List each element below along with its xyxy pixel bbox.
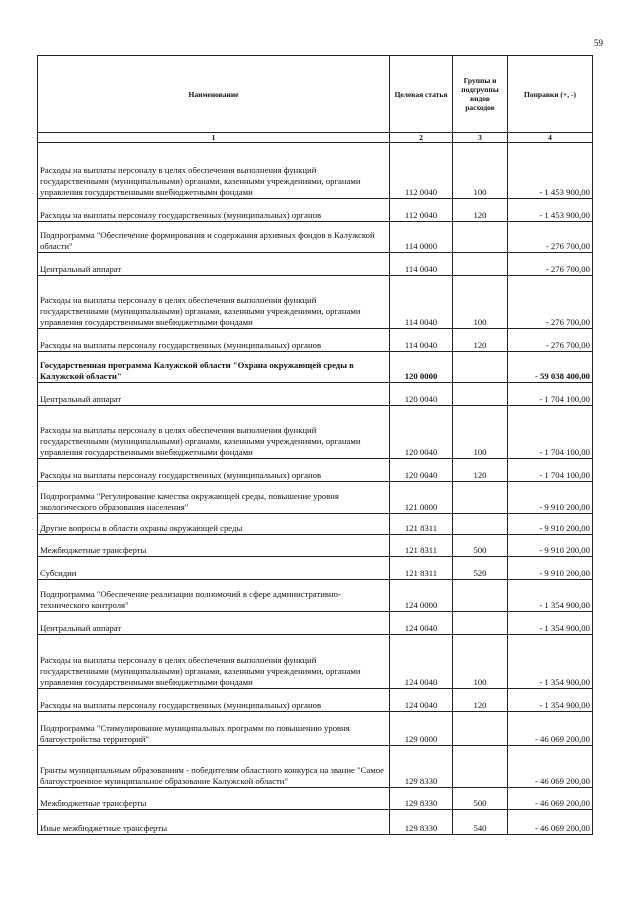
row-code: 112 0040 bbox=[390, 199, 453, 222]
row-code: 129 8330 bbox=[390, 788, 453, 810]
row-group: 100 bbox=[453, 635, 508, 689]
row-group bbox=[453, 253, 508, 276]
row-group: 120 bbox=[453, 689, 508, 712]
table-row bbox=[38, 352, 593, 383]
row-code: 120 0040 bbox=[390, 406, 453, 459]
row-amount: - 1 354 900,00 bbox=[508, 580, 593, 612]
table-row bbox=[38, 612, 593, 635]
table-row bbox=[38, 459, 593, 482]
row-code: 129 8330 bbox=[390, 746, 453, 788]
column-number: 1 bbox=[38, 133, 390, 143]
row-code: 114 0040 bbox=[390, 276, 453, 329]
row-group bbox=[453, 612, 508, 635]
row-name: Подпрограмма "Обеспечение формирования и содержания архивных фондов в Калужской области" bbox=[38, 222, 390, 253]
row-group: 500 bbox=[453, 535, 508, 557]
row-name: Расходы на выплаты персоналу государственных (муниципальных) органов bbox=[38, 689, 390, 712]
row-amount: - 1 704 100,00 bbox=[508, 383, 593, 406]
row-group: 120 bbox=[453, 199, 508, 222]
row-group: 520 bbox=[453, 557, 508, 580]
row-name: Подпрограмма "Обеспечение реализации полномочий в сфере административно-технического контроля" bbox=[38, 580, 390, 612]
row-name: Центральный аппарат bbox=[38, 612, 390, 635]
row-group bbox=[453, 580, 508, 612]
row-group: 120 bbox=[453, 329, 508, 352]
row-name: Расходы на выплаты персоналу в целях обеспечения выполнения функций государственными (муниципальными) органами, казенными учреждениями, органами управления государственными внебюджетными фондами bbox=[38, 406, 390, 459]
row-amount: - 1 453 900,00 bbox=[508, 199, 593, 222]
row-group bbox=[453, 383, 508, 406]
row-code: 120 0000 bbox=[390, 352, 453, 383]
row-amount: - 59 038 400,00 bbox=[508, 352, 593, 383]
row-amount: - 276 700,00 bbox=[508, 222, 593, 253]
row-amount: - 1 704 100,00 bbox=[508, 406, 593, 459]
row-name: Иные межбюджетные трансферты bbox=[38, 810, 390, 835]
row-amount: - 9 910 200,00 bbox=[508, 514, 593, 535]
header-name: Наименование bbox=[38, 56, 390, 133]
row-group: 540 bbox=[453, 810, 508, 835]
table-row bbox=[38, 788, 593, 810]
row-amount: - 276 700,00 bbox=[508, 253, 593, 276]
table-row bbox=[38, 143, 593, 199]
table-row bbox=[38, 383, 593, 406]
row-code: 121 8311 bbox=[390, 557, 453, 580]
row-code: 121 8311 bbox=[390, 514, 453, 535]
row-amount: - 1 704 100,00 bbox=[508, 459, 593, 482]
header-amendments: Поправки (+, -) bbox=[508, 56, 593, 133]
row-name: Центральный аппарат bbox=[38, 253, 390, 276]
row-group bbox=[453, 712, 508, 746]
row-amount: - 1 453 900,00 bbox=[508, 143, 593, 199]
row-code: 121 8311 bbox=[390, 535, 453, 557]
row-name: Расходы на выплаты персоналу государственных (муниципальных) органов bbox=[38, 459, 390, 482]
row-name: Расходы на выплаты персоналу государственных (муниципальных) органов bbox=[38, 329, 390, 352]
row-name: Расходы на выплаты персоналу государственных (муниципальных) органов bbox=[38, 199, 390, 222]
row-name: Подпрограмма "Стимулирование муниципальных программ по повышению уровня благоустройства территорий" bbox=[38, 712, 390, 746]
table-row bbox=[38, 712, 593, 746]
row-code: 114 0040 bbox=[390, 253, 453, 276]
row-amount: - 46 069 200,00 bbox=[508, 712, 593, 746]
table-row bbox=[38, 222, 593, 253]
table-row bbox=[38, 482, 593, 514]
table-row bbox=[38, 580, 593, 612]
row-amount: - 276 700,00 bbox=[508, 276, 593, 329]
row-group: 100 bbox=[453, 143, 508, 199]
header-groups: Группы и подгруппы видов расходов bbox=[453, 56, 508, 133]
header-target: Целевая статья bbox=[390, 56, 453, 133]
row-group bbox=[453, 514, 508, 535]
row-name: Расходы на выплаты персоналу в целях обеспечения выполнения функций государственными (муниципальными) органами, казенными учреждениями, органами управления государственными внебюджетными фондами bbox=[38, 276, 390, 329]
page-number: 59 bbox=[594, 38, 603, 48]
column-number-row bbox=[38, 133, 593, 143]
row-amount: - 276 700,00 bbox=[508, 329, 593, 352]
budget-amendments-table bbox=[37, 55, 593, 835]
row-name: Расходы на выплаты персоналу в целях обеспечения выполнения функций государственными (муниципальными) органами, казенными учреждениями, органами управления государственными внебюджетными фондами bbox=[38, 635, 390, 689]
row-code: 120 0040 bbox=[390, 383, 453, 406]
row-name: Субсидии bbox=[38, 557, 390, 580]
table-row bbox=[38, 689, 593, 712]
row-code: 129 8330 bbox=[390, 810, 453, 835]
row-amount: - 9 910 200,00 bbox=[508, 482, 593, 514]
row-amount: - 9 910 200,00 bbox=[508, 557, 593, 580]
row-amount: - 9 910 200,00 bbox=[508, 535, 593, 557]
row-group: 500 bbox=[453, 788, 508, 810]
row-code: 120 0040 bbox=[390, 459, 453, 482]
row-group: 120 bbox=[453, 459, 508, 482]
row-group bbox=[453, 352, 508, 383]
row-code: 121 0000 bbox=[390, 482, 453, 514]
column-number: 2 bbox=[390, 133, 453, 143]
row-name: Межбюджетные трансферты bbox=[38, 535, 390, 557]
row-name: Центральный аппарат bbox=[38, 383, 390, 406]
column-number: 3 bbox=[453, 133, 508, 143]
table-row bbox=[38, 199, 593, 222]
row-code: 114 0000 bbox=[390, 222, 453, 253]
table-header-row bbox=[38, 56, 593, 133]
row-name: Государственная программа Калужской области "Охрана окружающей среды в Калужской области" bbox=[38, 352, 390, 383]
row-name: Расходы на выплаты персоналу в целях обеспечения выполнения функций государственными (муниципальными) органами, казенными учреждениями, органами управления государственными внебюджетными фондами bbox=[38, 143, 390, 199]
row-amount: - 46 069 200,00 bbox=[508, 746, 593, 788]
table-row bbox=[38, 329, 593, 352]
table-row bbox=[38, 253, 593, 276]
row-amount: - 1 354 900,00 bbox=[508, 635, 593, 689]
row-code: 124 0000 bbox=[390, 580, 453, 612]
row-group bbox=[453, 222, 508, 253]
table-row bbox=[38, 535, 593, 557]
row-amount: - 46 069 200,00 bbox=[508, 810, 593, 835]
row-amount: - 1 354 900,00 bbox=[508, 689, 593, 712]
row-name: Другие вопросы в области охраны окружающей среды bbox=[38, 514, 390, 535]
row-code: 124 0040 bbox=[390, 612, 453, 635]
row-name: Межбюджетные трансферты bbox=[38, 788, 390, 810]
row-amount: - 1 354 900,00 bbox=[508, 612, 593, 635]
row-code: 112 0040 bbox=[390, 143, 453, 199]
row-group bbox=[453, 746, 508, 788]
row-name: Гранты муниципальным образованиям - победителям областного конкурса на звание "Самое благоустроенное муниципальное образование Калужской области" bbox=[38, 746, 390, 788]
row-group: 100 bbox=[453, 276, 508, 329]
row-group bbox=[453, 482, 508, 514]
table-row bbox=[38, 557, 593, 580]
row-code: 124 0040 bbox=[390, 635, 453, 689]
row-code: 114 0040 bbox=[390, 329, 453, 352]
table-row bbox=[38, 810, 593, 835]
row-name: Подпрограмма "Регулирование качества окружающей среды, повышение уровня экологического образования населения" bbox=[38, 482, 390, 514]
row-amount: - 46 069 200,00 bbox=[508, 788, 593, 810]
row-group: 100 bbox=[453, 406, 508, 459]
table-row bbox=[38, 514, 593, 535]
table-row bbox=[38, 635, 593, 689]
table-row bbox=[38, 406, 593, 459]
table-row bbox=[38, 746, 593, 788]
table-row bbox=[38, 276, 593, 329]
column-number: 4 bbox=[508, 133, 593, 143]
row-code: 124 0040 bbox=[390, 689, 453, 712]
row-code: 129 0000 bbox=[390, 712, 453, 746]
